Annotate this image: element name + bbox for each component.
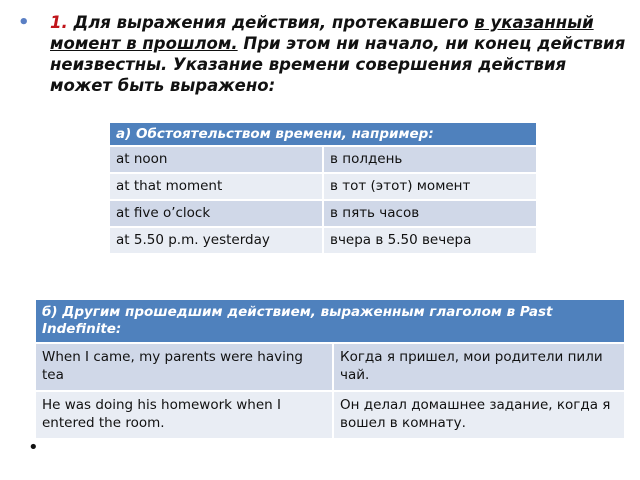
item-number: 1. xyxy=(50,13,68,32)
table-b-header: б) Другим прошедшим действием, выраженным глаголом в Past Indefinite: xyxy=(36,300,624,342)
text-before: Для выражения действия, протекавшего xyxy=(73,13,475,32)
cell-ru: Когда я пришел, мои родители пили чай. xyxy=(334,344,624,390)
table-a-header: а) Обстоятельством времени, например: xyxy=(110,123,536,145)
cell-ru: вчера в 5.50 вечера xyxy=(324,228,536,253)
paragraph-text xyxy=(50,12,628,96)
table-row xyxy=(110,147,536,172)
cell-en: at five o’clock xyxy=(110,201,322,226)
table-row xyxy=(110,201,536,226)
cell-en: When I came, my parents were having tea xyxy=(36,344,332,390)
table-header-row xyxy=(110,123,536,145)
cell-ru: Он делал домашнее задание, когда я вошел в комнату. xyxy=(334,392,624,438)
main-bullet-paragraph xyxy=(18,12,628,96)
cell-en: He was doing his homework when I entered the room. xyxy=(36,392,332,438)
table-row xyxy=(36,344,624,390)
cell-ru: в тот (этот) момент xyxy=(324,174,536,199)
table-row xyxy=(36,392,624,438)
cell-en: at noon xyxy=(110,147,322,172)
time-adverbials-table xyxy=(108,121,538,255)
cell-ru: в полдень xyxy=(324,147,536,172)
past-action-table xyxy=(34,298,626,440)
empty-bullet-icon: • xyxy=(28,437,39,458)
cell-en: at that moment xyxy=(110,174,322,199)
table-row xyxy=(110,174,536,199)
cell-en: at 5.50 p.m. yesterday xyxy=(110,228,322,253)
bullet-icon: • xyxy=(18,12,30,33)
table-header-row xyxy=(36,300,624,342)
text-after: При этом ни начало, ни конец действия неизвестны. Указание времени совершения действия может быть выражено: xyxy=(50,34,626,95)
table-row xyxy=(110,228,536,253)
cell-ru: в пять часов xyxy=(324,201,536,226)
underlined-text: в указанный момент в прошлом. xyxy=(50,13,594,53)
